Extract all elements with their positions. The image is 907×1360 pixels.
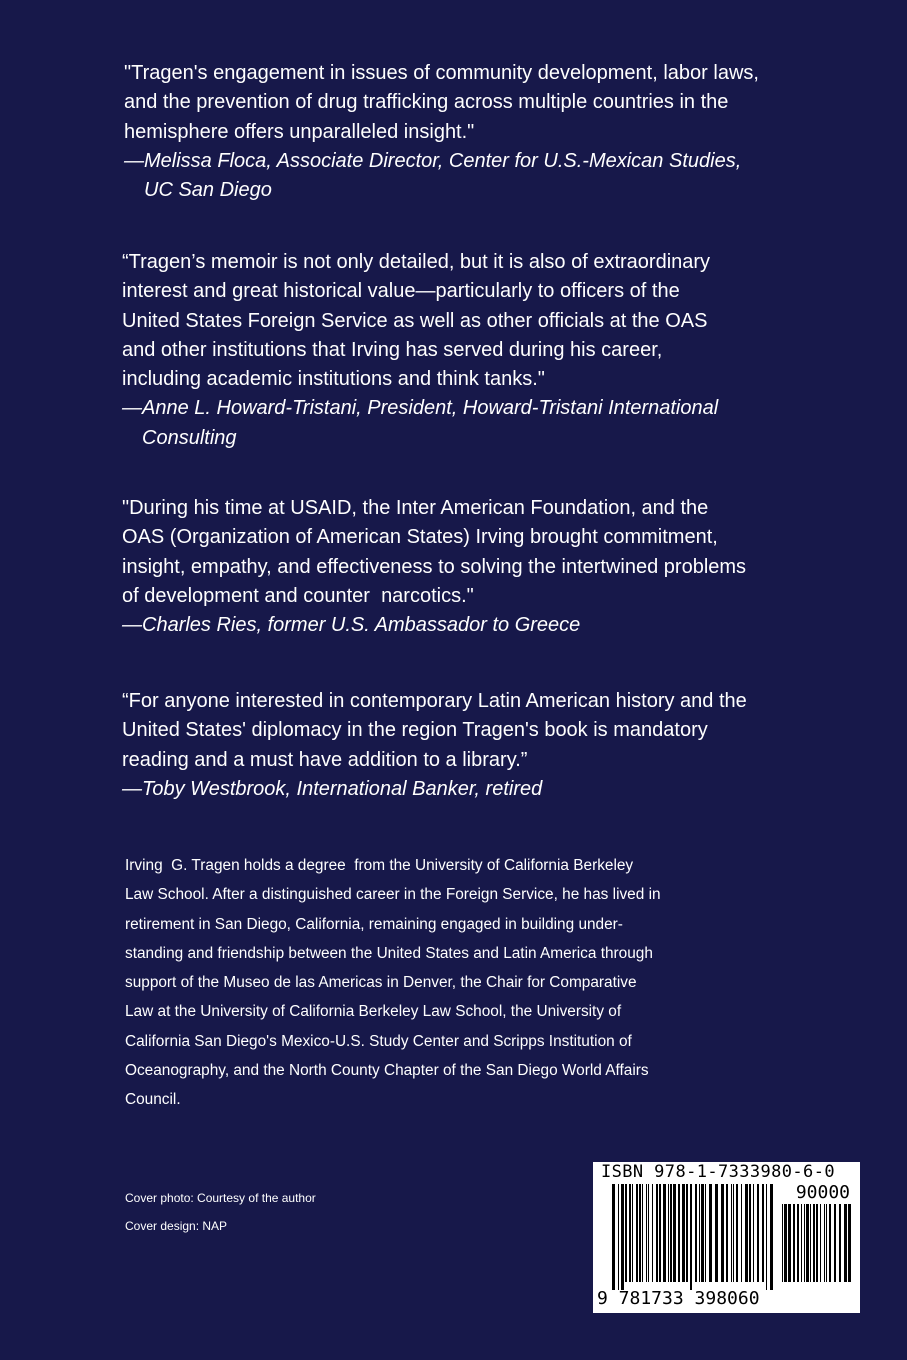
- cover-photo-credit: Cover photo: Courtesy of the author: [125, 1191, 316, 1205]
- barcode-bar: [801, 1204, 802, 1282]
- barcode-bar: [806, 1204, 809, 1282]
- quote-line: United States' diplomacy in the region Tragen's book is mandatory: [122, 719, 708, 742]
- barcode-bar: [629, 1184, 631, 1282]
- barcode-bar: [757, 1184, 759, 1282]
- barcode-bar: [824, 1204, 825, 1282]
- ean-barcode-bars: [611, 1184, 773, 1290]
- barcode-bar: [820, 1204, 821, 1282]
- barcode-bar: [826, 1204, 827, 1282]
- bio-line: standing and friendship between the United States and Latin America through: [125, 944, 653, 962]
- barcode-bar: [731, 1184, 732, 1282]
- barcode-bar: [652, 1184, 653, 1282]
- barcode-bar: [726, 1184, 728, 1282]
- barcode-bar: [618, 1184, 619, 1290]
- barcode-bar: [749, 1184, 751, 1282]
- quote-ries: [122, 494, 746, 640]
- barcode-bar: [810, 1204, 811, 1282]
- bio-line: retirement in San Diego, California, remaining engaged in building under-: [125, 915, 623, 933]
- barcode-bar: [709, 1184, 712, 1282]
- barcode-bar: [625, 1184, 627, 1282]
- quote-line: interest and great historical value—particularly to officers of the: [122, 280, 680, 303]
- barcode-bar: [733, 1184, 734, 1282]
- isbn-barcode: [593, 1162, 860, 1313]
- barcode-bar: [788, 1204, 791, 1282]
- barcode-bar: [656, 1184, 658, 1282]
- barcode-bar: [701, 1184, 704, 1282]
- barcode-bar: [834, 1204, 836, 1282]
- quote-line: and other institutions that Irving has served during his career,: [122, 338, 663, 361]
- cover-credits: [125, 1184, 316, 1240]
- barcode-bar: [813, 1204, 815, 1282]
- quote-attribution: —Melissa Floca, Associate Director, Center for U.S.-Mexican Studies,: [124, 149, 742, 172]
- price-code: 90000: [795, 1182, 850, 1203]
- barcode-bar: [784, 1204, 787, 1282]
- barcode-bar: [839, 1204, 841, 1282]
- quote-howard-tristani: [122, 248, 718, 453]
- barcode-bar: [715, 1184, 718, 1282]
- quote-line: and the prevention of drug trafficking across multiple countries in the: [124, 91, 729, 114]
- quote-line: “For anyone interested in contemporary Latin American history and the: [122, 690, 747, 712]
- barcode-bar: [770, 1184, 773, 1290]
- quote-line: hemisphere offers unparalleled insight.": [124, 120, 475, 143]
- quote-attribution-cont: Consulting: [142, 426, 237, 449]
- quote-line: "During his time at USAID, the Inter American Foundation, and the: [122, 497, 709, 519]
- barcode-bar: [797, 1204, 799, 1282]
- barcode-bar: [678, 1184, 680, 1282]
- barcode-bar: [668, 1184, 669, 1282]
- barcode-bar: [782, 1204, 783, 1282]
- barcode-bar: [673, 1184, 676, 1282]
- bio-line: Council.: [125, 1091, 181, 1109]
- bio-line: Law at the University of California Berkeley Law School, the University of: [125, 1003, 622, 1021]
- barcode-bar: [753, 1184, 754, 1282]
- barcode-bar: [766, 1184, 767, 1290]
- ean-digits: 9 781733 398060: [597, 1288, 760, 1309]
- barcode-bar: [745, 1184, 748, 1282]
- quote-line: United States Foreign Service as well as other officials at the OAS: [122, 309, 708, 332]
- barcode-bar: [699, 1184, 700, 1282]
- barcode-bar: [804, 1204, 805, 1282]
- quote-line: “Tragen’s memoir is not only detailed, but it is also of extraordinary: [122, 251, 711, 273]
- barcode-bar: [642, 1184, 643, 1282]
- bio-line: support of the Museo de las Americas in Denver, the Chair for Comparative: [125, 974, 637, 992]
- barcode-bar: [829, 1204, 831, 1282]
- barcode-bar: [705, 1184, 706, 1282]
- price-addon-bars: [781, 1204, 851, 1282]
- barcode-bar: [793, 1204, 795, 1282]
- quote-attribution-cont: UC San Diego: [144, 179, 272, 202]
- quote-line: OAS (Organization of American States) Irving brought commitment,: [122, 526, 718, 549]
- quote-attribution: —Toby Westbrook, International Banker, retired: [122, 777, 543, 800]
- quote-westbrook: [122, 687, 747, 804]
- barcode-bar: [690, 1184, 692, 1290]
- barcode-bar: [741, 1184, 742, 1282]
- quote-line: including academic institutions and think tanks.": [122, 368, 545, 391]
- barcode-bar: [695, 1184, 697, 1282]
- isbn-label: ISBN 978-1-7333980-6-0: [601, 1162, 835, 1182]
- barcode-bar: [682, 1184, 685, 1282]
- quote-line: of development and counter narcotics.": [122, 584, 474, 607]
- bio-line: Oceanography, and the North County Chapter of the San Diego World Affairs: [125, 1062, 649, 1080]
- barcode-bar: [848, 1204, 851, 1282]
- barcode-bar: [762, 1184, 764, 1282]
- barcode-bar: [612, 1184, 615, 1290]
- barcode-bar: [646, 1184, 647, 1282]
- bio-line: Law School. After a distinguished career in the Foreign Service, he has lived in: [125, 886, 661, 904]
- barcode-bar: [639, 1184, 641, 1282]
- barcode-bar: [686, 1184, 688, 1282]
- barcode-bar: [816, 1204, 818, 1282]
- quote-attribution: —Anne L. Howard-Tristani, President, Howard-Tristani International: [122, 397, 719, 420]
- quote-line: "Tragen's engagement in issues of community development, labor laws,: [124, 62, 759, 84]
- quote-line: insight, empathy, and effectiveness to solving the intertwined problems: [122, 555, 747, 578]
- author-bio: [125, 851, 661, 1115]
- barcode-bar: [736, 1184, 738, 1282]
- bio-line: Irving G. Tragen holds a degree from the University of California Berkeley: [125, 857, 634, 874]
- barcode-bar: [663, 1184, 666, 1282]
- bio-line: California San Diego's Mexico-U.S. Study Center and Scripps Institution of: [125, 1032, 632, 1050]
- barcode-bar: [648, 1184, 649, 1282]
- barcode-bar: [844, 1204, 847, 1282]
- barcode-bar: [621, 1184, 624, 1290]
- barcode-bar: [632, 1184, 633, 1282]
- barcode-bar: [721, 1184, 724, 1282]
- quote-line: reading and a must have addition to a library.”: [122, 748, 528, 771]
- quote-attribution: —Charles Ries, former U.S. Ambassador to Greece: [122, 614, 581, 637]
- barcode-bar: [636, 1184, 638, 1282]
- quote-floca: [124, 59, 759, 205]
- barcode-bar: [659, 1184, 661, 1282]
- barcode-bar: [670, 1184, 672, 1282]
- cover-design-credit: Cover design: NAP: [125, 1219, 228, 1233]
